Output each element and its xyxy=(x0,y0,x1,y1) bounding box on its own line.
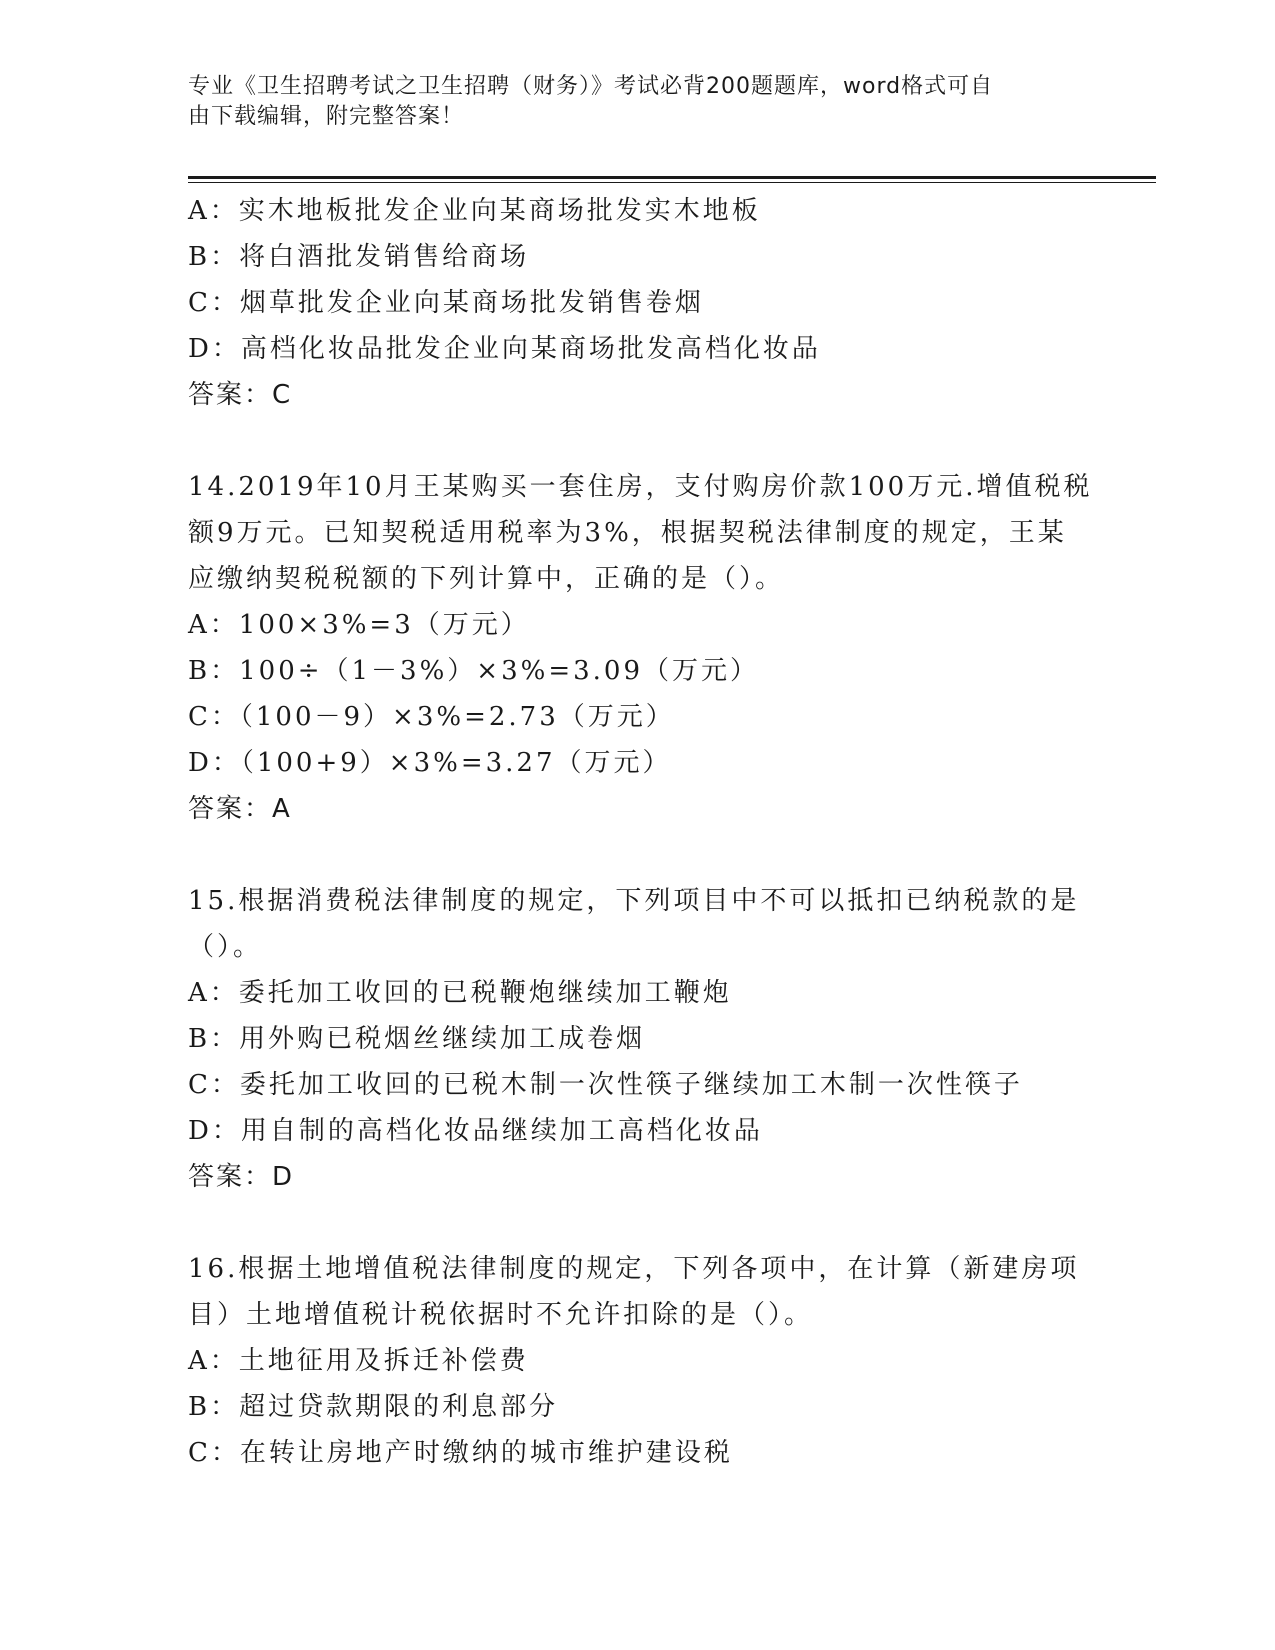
q15-stem-line-2: （）。 xyxy=(188,932,263,962)
q14-option-a: A：100×3%=3（万元） xyxy=(188,610,530,640)
q15-stem-line-1: 15.根据消费税法律制度的规定，下列项目中不可以抵扣已纳税款的是 xyxy=(188,886,1080,916)
header-line-1: 专业《卫生招聘考试之卫生招聘（财务）》考试必背200题题库，word格式可自 xyxy=(188,74,994,99)
q15-option-d: D：用自制的高档化妆品继续加工高档化妆品 xyxy=(188,1116,763,1146)
q16-option-c: C：在转让房地产时缴纳的城市维护建设税 xyxy=(188,1438,733,1468)
q14-stem-line-3: 应缴纳契税税额的下列计算中，正确的是（）。 xyxy=(188,564,785,594)
header-divider-thick xyxy=(188,176,1156,179)
spacer xyxy=(188,418,1088,464)
question-list xyxy=(188,188,1093,1476)
q16-option-b: B：超过贷款期限的利息部分 xyxy=(188,1392,559,1422)
q16-option-a: A：土地征用及拆迁补偿费 xyxy=(188,1346,529,1376)
q15-option-c: C：委托加工收回的已税木制一次性筷子继续加工木制一次性筷子 xyxy=(188,1070,1023,1100)
q14-stem-line-1: 14.2019年10月王某购买一套住房，支付购房价款100万元.增值税税 xyxy=(188,472,1093,502)
q13-option-c: C：烟草批发企业向某商场批发销售卷烟 xyxy=(188,288,704,318)
q16-stem-line-1: 16.根据土地增值税法律制度的规定，下列各项中，在计算（新建房项 xyxy=(188,1254,1080,1284)
question-14 xyxy=(188,464,1093,832)
q14-answer: 答案：A xyxy=(188,794,292,824)
spacer xyxy=(188,1200,1088,1246)
q13-option-a: A：实木地板批发企业向某商场批发实木地板 xyxy=(188,196,761,226)
q15-answer: 答案：D xyxy=(188,1162,295,1192)
question-15 xyxy=(188,878,1088,1200)
q13-option-d: D：高档化妆品批发企业向某商场批发高档化妆品 xyxy=(188,334,821,364)
q14-option-c: C：（100－9）×3%=2.73（万元） xyxy=(188,702,675,732)
question-16 xyxy=(188,1246,1088,1476)
q15-option-b: B：用外购已税烟丝继续加工成卷烟 xyxy=(188,1024,646,1054)
q14-stem-line-2: 额9万元。已知契税适用税率为3%，根据契税法律制度的规定，王某 xyxy=(188,518,1067,548)
q15-option-a: A：委托加工收回的已税鞭炮继续加工鞭炮 xyxy=(188,978,732,1008)
header-divider-thin xyxy=(188,182,1156,183)
document-header xyxy=(188,72,1068,132)
q13-answer: 答案：C xyxy=(188,380,293,410)
q14-option-b: B：100÷（1－3%）×3%=3.09（万元） xyxy=(188,656,760,686)
spacer xyxy=(188,832,1088,878)
q14-option-d: D：（100+9）×3%=3.27（万元） xyxy=(188,748,672,778)
q13-option-b: B：将白酒批发销售给商场 xyxy=(188,242,530,272)
header-line-2: 由下载编辑，附完整答案！ xyxy=(188,104,465,129)
q16-stem-line-2: 目）土地增值税计税依据时不允许扣除的是（）。 xyxy=(188,1300,814,1330)
question-13 xyxy=(188,188,1088,418)
